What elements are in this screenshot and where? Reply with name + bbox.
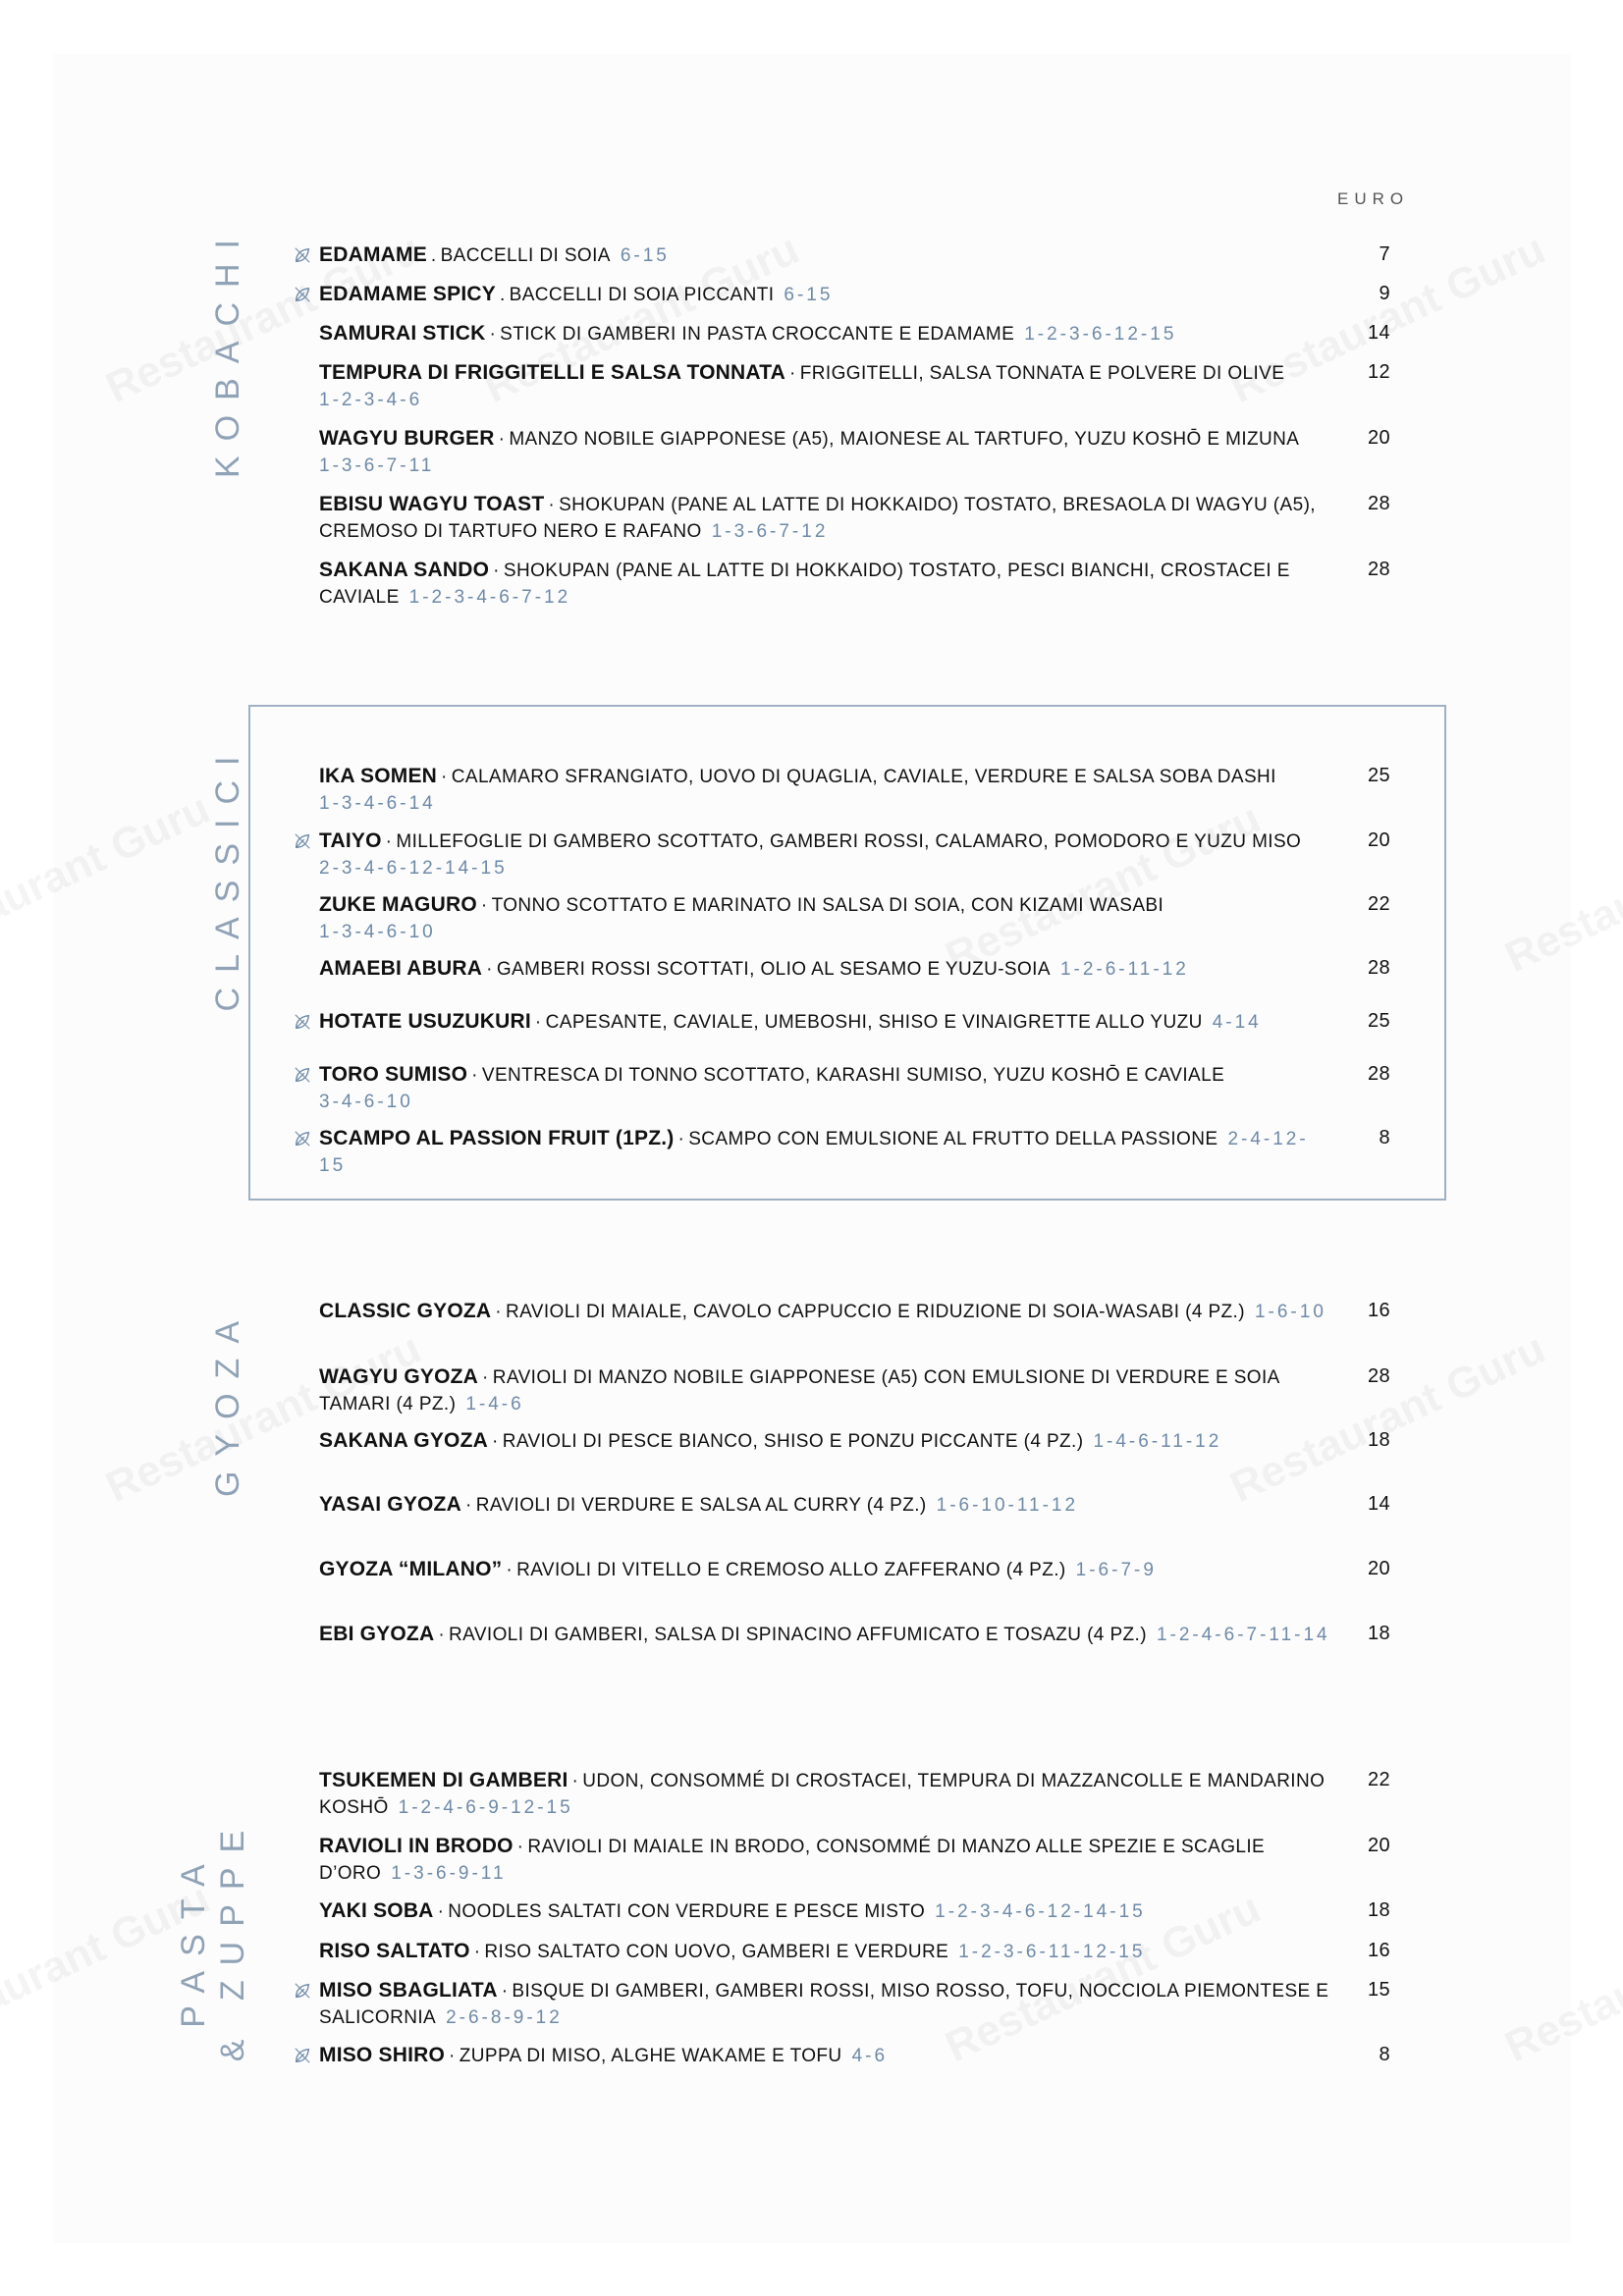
menu-item-separator: · <box>516 1837 524 1857</box>
vegetarian-leaf-icon <box>294 2046 311 2063</box>
menu-item-name: SAKANA GYOZA <box>319 1429 488 1452</box>
menu-item-price: 28 <box>1367 493 1390 514</box>
menu-item-price: 14 <box>1367 322 1390 344</box>
menu-item <box>319 281 1389 308</box>
menu-item-description: SCAMPO CON EMULSIONE AL FRUTTO DELLA PASSIONE <box>688 1129 1218 1149</box>
menu-item <box>319 1008 1389 1036</box>
menu-item-allergens: 1-3-4-6-10 <box>319 922 436 942</box>
menu-item-description: RAVIOLI DI MAIALE, CAVOLO CAPPUCCIO E RIDUZIONE DI SOIA-WASABI (4 PZ.) <box>506 1302 1245 1322</box>
menu-item-separator: · <box>473 1942 481 1962</box>
menu-item <box>319 320 1389 347</box>
menu-item-name: TAIYO <box>319 829 382 852</box>
menu-item-name: MISO SHIRO <box>319 2044 446 2066</box>
menu-item-text <box>319 1938 1330 1965</box>
menu-item-separator: · <box>471 1065 478 1086</box>
menu-item-separator: · <box>489 324 497 345</box>
menu-item-separator: · <box>506 1560 514 1580</box>
menu-item-name: EBISU WAGYU TOAST <box>319 493 545 515</box>
menu-item-separator: · <box>480 895 488 916</box>
menu-item <box>319 491 1389 545</box>
menu-item-name: CLASSIC GYOZA <box>319 1300 492 1322</box>
menu-item-price: 25 <box>1367 1010 1390 1032</box>
section-title-kobachi <box>208 204 247 499</box>
menu-item-description: CALAMARO SFRANGIATO, UOVO DI QUAGLIA, CAVIALE, VERDURE E SALSA SOBA DASHI <box>451 767 1276 787</box>
menu-item-separator: . <box>430 245 437 266</box>
menu-item-description: RAVIOLI DI MANZO NOBILE GIAPPONESE (A5) CON EMULSIONE DI VERDURE E SOIA TAMARI (4 PZ.) <box>319 1367 1279 1415</box>
menu-item <box>319 557 1389 611</box>
menu-item-text <box>319 425 1330 479</box>
menu-item-description: FRIGGITELLI, SALSA TONNATA E POLVERE DI OLIVE <box>799 363 1285 384</box>
menu-item-separator: · <box>789 363 796 384</box>
menu-item <box>319 891 1389 945</box>
menu-item-text <box>319 1833 1330 1887</box>
section-title-text: GYOZA <box>209 1306 246 1498</box>
menu-item-name: ZUKE MAGURO <box>319 893 477 916</box>
menu-item-allergens: 1-2-3-4-6-12-14-15 <box>935 1901 1146 1922</box>
menu-item-text <box>319 1125 1330 1179</box>
menu-item-allergens: 1-4-6-11-12 <box>1093 1431 1222 1452</box>
menu-item-allergens: 1-3-6-7-11 <box>319 455 435 476</box>
menu-item-price: 28 <box>1367 957 1390 979</box>
menu-item-allergens: 1-2-3-6-12-15 <box>1024 324 1177 345</box>
menu-item-separator: · <box>571 1771 579 1791</box>
menu-item <box>319 1556 1389 1583</box>
currency-label: EURO <box>1337 189 1410 208</box>
menu-item <box>319 1767 1389 1821</box>
menu-item-text <box>319 1061 1330 1115</box>
menu-item-price: 20 <box>1367 829 1390 851</box>
menu-item-description: RAVIOLI DI PESCE BIANCO, SHISO E PONZU PICCANTE (4 PZ.) <box>502 1431 1084 1452</box>
menu-item-text <box>319 241 1330 269</box>
menu-item-text <box>319 1556 1330 1583</box>
vegetarian-leaf-icon <box>294 1065 311 1083</box>
menu-item <box>319 1298 1389 1325</box>
menu-item <box>319 955 1389 983</box>
menu-item-text <box>319 1298 1330 1325</box>
menu-item-description: MANZO NOBILE GIAPPONESE (A5), MAIONESE AL TARTUFO, YUZU KOSHŌ E MIZUNA <box>509 429 1300 450</box>
menu-item-description: SHOKUPAN (PANE AL LATTE DI HOKKAIDO) TOSTATO, BRESAOLA DI WAGYU (A5), CREMOSO DI TARTUFO NERO E RAFANO <box>319 495 1316 542</box>
menu-item-text <box>319 2042 1330 2069</box>
menu-item-allergens: 1-4-6 <box>465 1394 524 1415</box>
section-title-pasta-zuppe <box>174 1791 252 2086</box>
vegetarian-leaf-icon <box>294 285 311 302</box>
menu-item-price: 12 <box>1367 361 1390 383</box>
menu-item-separator: · <box>438 1625 446 1645</box>
menu-item-price: 7 <box>1379 243 1390 265</box>
menu-item-allergens: 1-3-4-6-14 <box>319 793 436 814</box>
menu-item-description: STICK DI GAMBERI IN PASTA CROCCANTE E EDAMAME <box>500 324 1015 345</box>
menu-item-name: RAVIOLI IN BRODO <box>319 1835 514 1857</box>
menu-item-allergens: 4-14 <box>1212 1012 1262 1033</box>
menu-item-price: 28 <box>1367 1063 1390 1085</box>
menu-item-description: UDON, CONSOMMÉ DI CROSTACEI, TEMPURA DI MAZZANCOLLE E MANDARINO KOSHŌ <box>319 1771 1325 1818</box>
menu-item-text <box>319 1621 1330 1648</box>
menu-item-price: 8 <box>1379 2044 1390 2065</box>
menu-item-text <box>319 1977 1330 2031</box>
menu-item-name: EBI GYOZA <box>319 1623 435 1645</box>
vegetarian-leaf-icon <box>294 831 311 849</box>
menu-item-allergens: 1-2-4-6-9-12-15 <box>398 1797 573 1818</box>
menu-item-allergens: 1-6-10 <box>1254 1302 1326 1322</box>
menu-item <box>319 1491 1389 1519</box>
menu-item-name: HOTATE USUZUKURI <box>319 1010 531 1033</box>
menu-item-name: TEMPURA DI FRIGGITELLI E SALSA TONNATA <box>319 361 786 384</box>
menu-item-price: 16 <box>1367 1940 1390 1961</box>
menu-item-price: 8 <box>1379 1127 1390 1148</box>
menu-item-name: MISO SBAGLIATA <box>319 1979 498 2002</box>
menu-item-separator: · <box>449 2046 456 2066</box>
menu-item-separator: · <box>385 831 393 852</box>
menu-item-separator: . <box>499 285 506 305</box>
menu-item-text <box>319 1008 1330 1036</box>
vegetarian-leaf-icon <box>294 1012 311 1030</box>
menu-item-separator: · <box>482 1367 489 1388</box>
menu-item-allergens: 6-15 <box>784 285 834 305</box>
menu-item-allergens: 3-4-6-10 <box>319 1092 413 1112</box>
menu-item-description: MILLEFOGLIE DI GAMBERO SCOTTATO, GAMBERI ROSSI, CALAMARO, POMODORO E YUZU MISO <box>396 831 1302 852</box>
menu-item-allergens: 2-6-8-9-12 <box>446 2007 563 2028</box>
menu-item <box>319 1125 1389 1179</box>
menu-item-allergens: 1-2-6-11-12 <box>1059 959 1189 980</box>
menu-item-allergens: 1-2-3-4-6-7-12 <box>408 587 571 608</box>
menu-item-separator: · <box>498 429 506 450</box>
menu-item-text <box>319 1897 1330 1925</box>
menu-item <box>319 359 1389 413</box>
menu-item-text <box>319 828 1330 881</box>
section-title-text: PASTA <box>175 1849 212 2028</box>
menu-item-separator: · <box>677 1129 685 1149</box>
menu-item-name: SCAMPO AL PASSION FRUIT (1PZ.) <box>319 1127 675 1149</box>
menu-item-name: TORO SUMISO <box>319 1063 468 1086</box>
menu-item-separator: · <box>495 1302 503 1322</box>
menu-item-text <box>319 320 1330 347</box>
menu-item-text <box>319 557 1330 611</box>
menu-item-text <box>319 891 1330 945</box>
menu-item-price: 25 <box>1367 765 1390 786</box>
menu-item <box>319 425 1389 479</box>
menu-item-text <box>319 955 1330 983</box>
menu-item-price: 20 <box>1367 1835 1390 1856</box>
menu-item-separator: · <box>534 1012 542 1033</box>
menu-item-price: 9 <box>1379 283 1390 304</box>
menu-item-description: RAVIOLI DI VERDURE E SALSA AL CURRY (4 PZ.) <box>475 1495 927 1516</box>
vegetarian-leaf-icon <box>294 1981 311 1999</box>
menu-item-allergens: 1-2-3-6-11-12-15 <box>958 1942 1146 1962</box>
menu-item-name: WAGYU BURGER <box>319 427 495 450</box>
menu-item-name: YAKI SOBA <box>319 1899 434 1922</box>
menu-item <box>319 1897 1389 1925</box>
menu-item-text <box>319 281 1330 308</box>
menu-item-name: YASAI GYOZA <box>319 1493 461 1516</box>
menu-item-description: NOODLES SALTATI CON VERDURE E PESCE MISTO <box>448 1901 926 1922</box>
menu-item-separator: · <box>437 1901 445 1922</box>
menu-item-separator: · <box>464 1495 472 1516</box>
menu-item-separator: · <box>486 959 493 980</box>
menu-item <box>319 1938 1389 1965</box>
menu-item-name: AMAEBI ABURA <box>319 957 483 980</box>
menu-item-description: TONNO SCOTTATO E MARINATO IN SALSA DI SOIA, CON KIZAMI WASABI <box>491 895 1164 916</box>
menu-item-text <box>319 1767 1330 1821</box>
menu-item-price: 18 <box>1367 1899 1390 1921</box>
menu-item-price: 20 <box>1367 427 1390 449</box>
menu-item <box>319 828 1389 881</box>
menu-item-description: RAVIOLI DI MAIALE IN BRODO, CONSOMMÉ DI MANZO ALLE SPEZIE E SCAGLIE D’ORO <box>319 1837 1266 1884</box>
menu-item-allergens: 1-6-10-11-12 <box>936 1495 1079 1516</box>
menu-item-description: BISQUE DI GAMBERI, GAMBERI ROSSI, MISO ROSSO, TOFU, NOCCIOLA PIEMONTESE E SALICORNIA <box>319 1981 1329 2028</box>
menu-item-text <box>319 359 1330 413</box>
menu-item-description: VENTRESCA DI TONNO SCOTTATO, KARASHI SUMISO, YUZU KOSHŌ E CAVIALE <box>481 1065 1225 1086</box>
menu-item-allergens: 1-2-3-4-6 <box>319 390 423 410</box>
menu-item-description: SHOKUPAN (PANE AL LATTE DI HOKKAIDO) TOSTATO, PESCI BIANCHI, CROSTACEI E CAVIALE <box>319 561 1290 608</box>
menu-item-text <box>319 491 1330 545</box>
menu-item-price: 28 <box>1367 559 1390 580</box>
menu-item-allergens: 1-2-4-6-7-11-14 <box>1156 1625 1330 1645</box>
menu-item-price: 18 <box>1367 1623 1390 1644</box>
menu-item-text <box>319 1363 1330 1417</box>
menu-item <box>319 1061 1389 1115</box>
menu-item-allergens: 6-15 <box>620 245 670 266</box>
menu-item-name: EDAMAME <box>319 243 427 266</box>
menu-item <box>319 763 1389 817</box>
menu-item-allergens: 1-6-7-9 <box>1075 1560 1157 1580</box>
menu-item <box>319 1363 1389 1417</box>
menu-item-name: EDAMAME SPICY <box>319 283 496 305</box>
menu-item-description: RAVIOLI DI VITELLO E CREMOSO ALLO ZAFFERANO (4 PZ.) <box>516 1560 1066 1580</box>
menu-item <box>319 1427 1389 1455</box>
menu-item-name: IKA SOMEN <box>319 765 438 787</box>
section-subtitle-text: & ZUPPE <box>214 1815 251 2062</box>
menu-item-description: RAVIOLI DI GAMBERI, SALSA DI SPINACINO AFFUMICATO E TOSAZU (4 PZ.) <box>449 1625 1147 1645</box>
menu-item-name: SAKANA SANDO <box>319 559 490 581</box>
menu-item-price: 22 <box>1367 893 1390 915</box>
menu-item-price: 22 <box>1367 1769 1390 1790</box>
menu-item-description: BACCELLI DI SOIA PICCANTI <box>509 285 775 305</box>
menu-item <box>319 2042 1389 2069</box>
menu-item <box>319 1621 1389 1648</box>
menu-item-name: SAMURAI STICK <box>319 322 486 345</box>
menu-item-text <box>319 1427 1330 1455</box>
menu-item-separator: · <box>493 561 500 581</box>
menu-item <box>319 1977 1389 2031</box>
menu-item-separator: · <box>441 767 448 787</box>
menu-item-name: TSUKEMEN DI GAMBERI <box>319 1769 568 1791</box>
menu-item-allergens: 4-6 <box>851 2046 889 2066</box>
menu-item <box>319 1833 1389 1887</box>
section-title-text: CLASSICI <box>209 741 246 1012</box>
menu-item-separator: · <box>548 495 556 515</box>
menu-item-price: 18 <box>1367 1429 1390 1451</box>
menu-item-price: 28 <box>1367 1365 1390 1387</box>
menu-item-name: RISO SALTATO <box>319 1940 470 1962</box>
menu-item <box>319 241 1389 269</box>
vegetarian-leaf-icon <box>294 245 311 263</box>
menu-item-description: ZUPPA DI MISO, ALGHE WAKAME E TOFU <box>459 2046 842 2066</box>
menu-item-separator: · <box>491 1431 499 1452</box>
menu-item-name: GYOZA “MILANO” <box>319 1558 503 1580</box>
menu-item-text <box>319 763 1330 817</box>
menu-item-allergens: 2-4-12-15 <box>319 1129 1309 1176</box>
section-title-gyoza <box>208 1255 247 1549</box>
menu-item-separator: · <box>501 1981 509 2002</box>
section-title-classici <box>208 729 247 1024</box>
menu-item-name: WAGYU GYOZA <box>319 1365 479 1388</box>
menu-item-price: 15 <box>1367 1979 1390 2001</box>
section-title-text: KOBACHI <box>209 224 246 479</box>
menu-item-allergens: 1-3-6-7-12 <box>711 521 829 542</box>
menu-item-allergens: 1-3-6-9-11 <box>391 1863 507 1884</box>
menu-item-description: RISO SALTATO CON UOVO, GAMBERI E VERDURE <box>484 1942 949 1962</box>
vegetarian-leaf-icon <box>294 1129 311 1147</box>
menu-item-allergens: 2-3-4-6-12-14-15 <box>319 858 508 879</box>
menu-item-price: 20 <box>1367 1558 1390 1579</box>
menu-item-price: 16 <box>1367 1300 1390 1321</box>
menu-item-description: GAMBERI ROSSI SCOTTATI, OLIO AL SESAMO E YUZU-SOIA <box>496 959 1051 980</box>
menu-item-description: CAPESANTE, CAVIALE, UMEBOSHI, SHISO E VINAIGRETTE ALLO YUZU <box>545 1012 1203 1033</box>
menu-item-description: BACCELLI DI SOIA <box>440 245 611 266</box>
menu-item-text <box>319 1491 1330 1519</box>
menu-item-price: 14 <box>1367 1493 1390 1515</box>
